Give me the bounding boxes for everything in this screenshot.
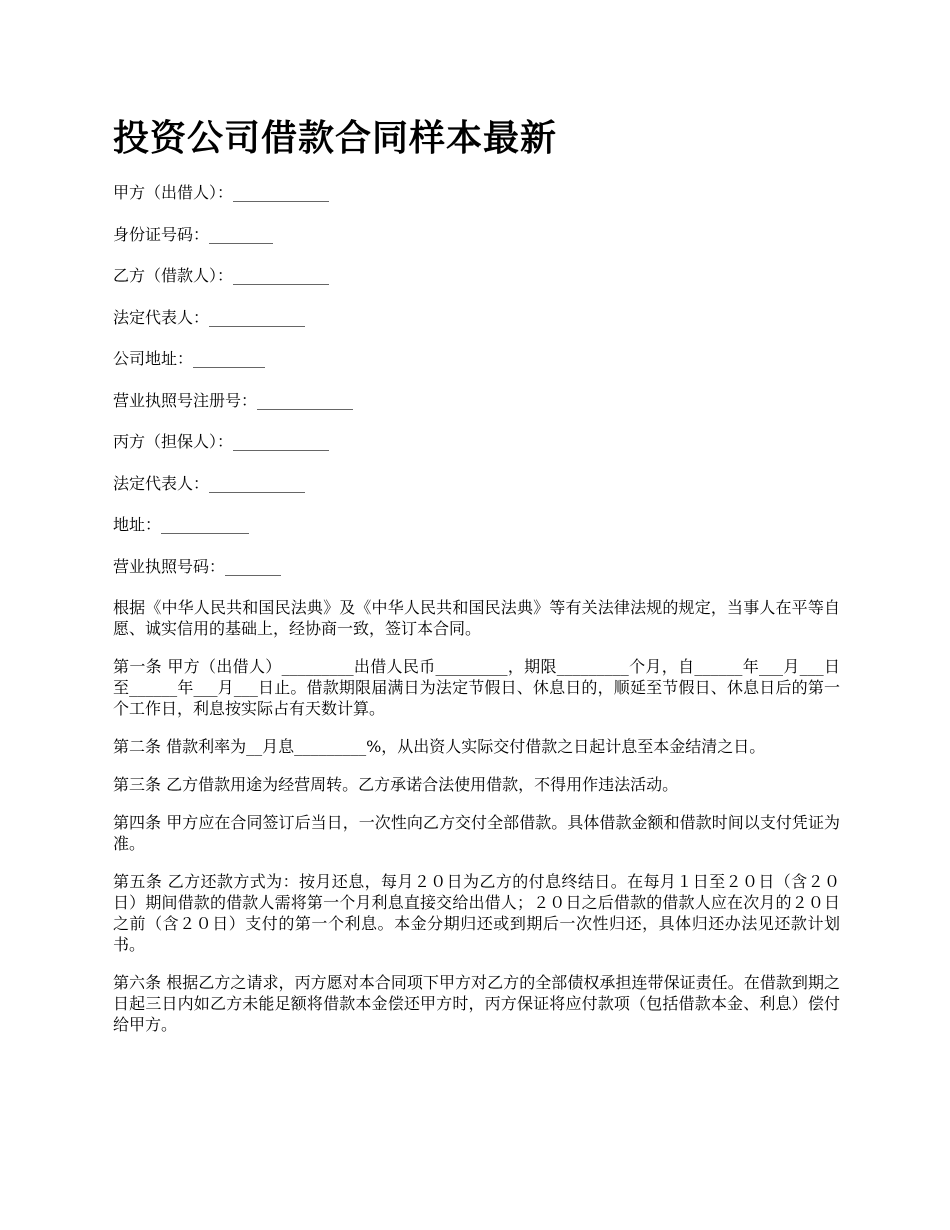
preamble-paragraph: 根据《中华人民共和国民法典》及《中华人民共和国民法典》等有关法律法规的规定，当事人在平等自愿、诚实信用的基础上，经协商一致，签订本合同。 [113, 598, 840, 638]
article-2-paragraph: 第二条 借款利率为__月息_________%，从出资人实际交付借款之日起计息至本金结清之日。 [113, 737, 766, 756]
business-license-registration-field: 营业执照号注册号：____________ [113, 390, 354, 410]
document-page [113, 100, 840, 1052]
contract-body [113, 597, 840, 1035]
article-4-paragraph: 第四条 甲方应在合同签订后当日，一次性向乙方交付全部借款。具体借款金额和借款时间以支付凭证为准。 [113, 813, 840, 853]
guarantor-field: 丙方（担保人）：____________ [113, 432, 330, 451]
party-fields [113, 182, 840, 578]
article-5-paragraph: 第五条 乙方还款方式为：按月还息，每月２０日为乙方的付息终结日。在每月１日至２０日（含２０日）期间借款的借款人需将第一个月利息直接交给出借人；２０日之后借款的借款人应在次月的２０日之前（含２０日）支付的第一个利息。本金分期归还或到期后一次性归还，具体归还办法见还款计划书。 [113, 872, 840, 954]
document-title: 投资公司借款合同样本最新 [113, 117, 558, 159]
borrower-field: 乙方（借款人）：____________ [113, 266, 330, 285]
borrower-legal-rep-field: 法定代表人：____________ [113, 307, 306, 327]
article-6-paragraph: 第六条 根据乙方之请求，丙方愿对本合同项下甲方对乙方的全部债权承担连带保证责任。在借款到期之日起三日内如乙方未能足额将借款本金偿还甲方时，丙方保证将应付款项（包括借款本金、利息）偿付给甲方。 [113, 973, 840, 1034]
lender-field: 甲方（出借人）：____________ [113, 183, 330, 202]
company-address-field: 公司地址：_________ [113, 349, 266, 368]
guarantor-legal-rep-field: 法定代表人：____________ [113, 473, 306, 493]
article-3-paragraph: 第三条 乙方借款用途为经营周转。乙方承诺合法使用借款，不得用作违法活动。 [113, 775, 679, 794]
id-number-field: 身份证号码：________ [113, 224, 274, 244]
article-1-paragraph: 第一条 甲方（出借人）_________出借人民币_________，期限_________个月，自______年___月___日至______年___月___日止。借款期限届满日为法定节假日、休息日的，顺延至节假日、休息日后的第一个工作日，利息按实际占有天数计算。 [113, 657, 840, 718]
business-license-number-field: 营业执照号码：_______ [113, 556, 282, 576]
guarantor-address-field: 地址：___________ [113, 515, 250, 534]
